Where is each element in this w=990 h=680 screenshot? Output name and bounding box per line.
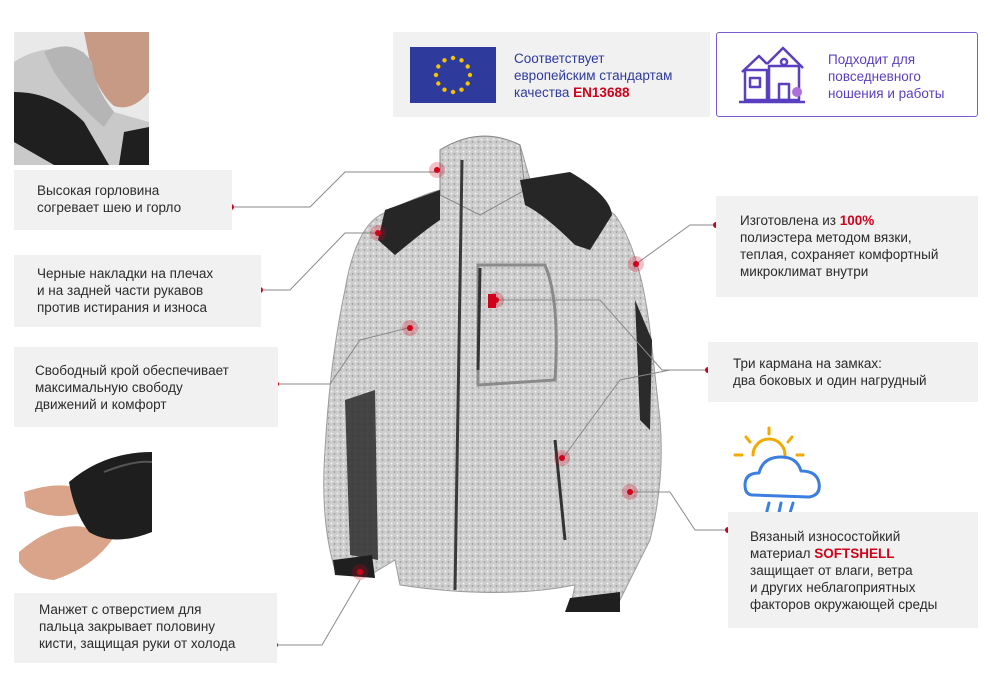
home-badge-line2: повседневного xyxy=(828,69,921,84)
house-icon xyxy=(737,42,807,108)
everyday-wear-badge xyxy=(716,32,978,117)
softshell-line1: Вязаный износостойкий xyxy=(750,529,901,544)
polyester-percent: 100% xyxy=(839,213,875,228)
pockets-line1: Три кармана на замках: xyxy=(733,356,882,371)
material-line2: полиэстера методом вязки, xyxy=(740,230,912,245)
pockets-line2: два боковых и один нагрудный xyxy=(733,373,927,388)
feature-shoulders xyxy=(14,255,261,327)
cuff-line2: пальца закрывает половину xyxy=(39,619,216,634)
feature-pockets xyxy=(708,342,978,402)
eu-badge-line3: качества EN13688 xyxy=(514,85,630,100)
collar-line2: согревает шею и горло xyxy=(37,200,182,215)
softshell-highlight: SOFTSHELL xyxy=(814,546,895,561)
cuff-line1: Манжет с отверстием для xyxy=(39,602,202,617)
feature-cuff xyxy=(14,593,277,663)
material-line3: теплая, сохраняет комфортный xyxy=(740,247,939,262)
hotspot-markers xyxy=(352,162,644,580)
collar-line1: Высокая горловина xyxy=(37,183,160,198)
shoulders-line3: против истирания и износа xyxy=(37,300,208,315)
cuff-line3: кисти, защищая руки от холода xyxy=(39,636,236,651)
eu-flag-icon xyxy=(410,47,496,103)
feature-collar xyxy=(14,170,232,230)
eu-standard-badge xyxy=(393,32,710,117)
softshell-line3: защищает от влаги, ветра xyxy=(750,563,913,578)
material-line4: микроклимат внутри xyxy=(740,264,869,279)
material-line1: Изготовлена из 100% xyxy=(740,213,875,228)
feature-fit xyxy=(14,347,278,427)
feature-softshell xyxy=(728,512,978,628)
softshell-line2: материал SOFTSHELL xyxy=(750,546,895,561)
fit-line2: максимальную свободу xyxy=(35,380,183,395)
fit-line3: движений и комфорт xyxy=(35,397,167,412)
softshell-line4: и других неблагоприятных xyxy=(750,580,916,595)
shoulders-line2: и на задней части рукавов xyxy=(37,283,204,298)
standard-code: EN13688 xyxy=(573,85,630,100)
home-badge-line1: Подходит для xyxy=(828,52,916,67)
eu-badge-line1: Соответствует xyxy=(514,51,605,66)
shoulders-line1: Черные накладки на плечах xyxy=(37,266,214,281)
softshell-line5: факторов окружающей среды xyxy=(750,597,938,612)
home-badge-line3: ношения и работы xyxy=(828,86,945,101)
feature-material xyxy=(716,196,978,297)
eu-badge-line2: европейским стандартам xyxy=(514,68,673,83)
weather-icon xyxy=(731,425,831,520)
fit-line1: Свободный крой обеспечивает xyxy=(35,363,229,378)
